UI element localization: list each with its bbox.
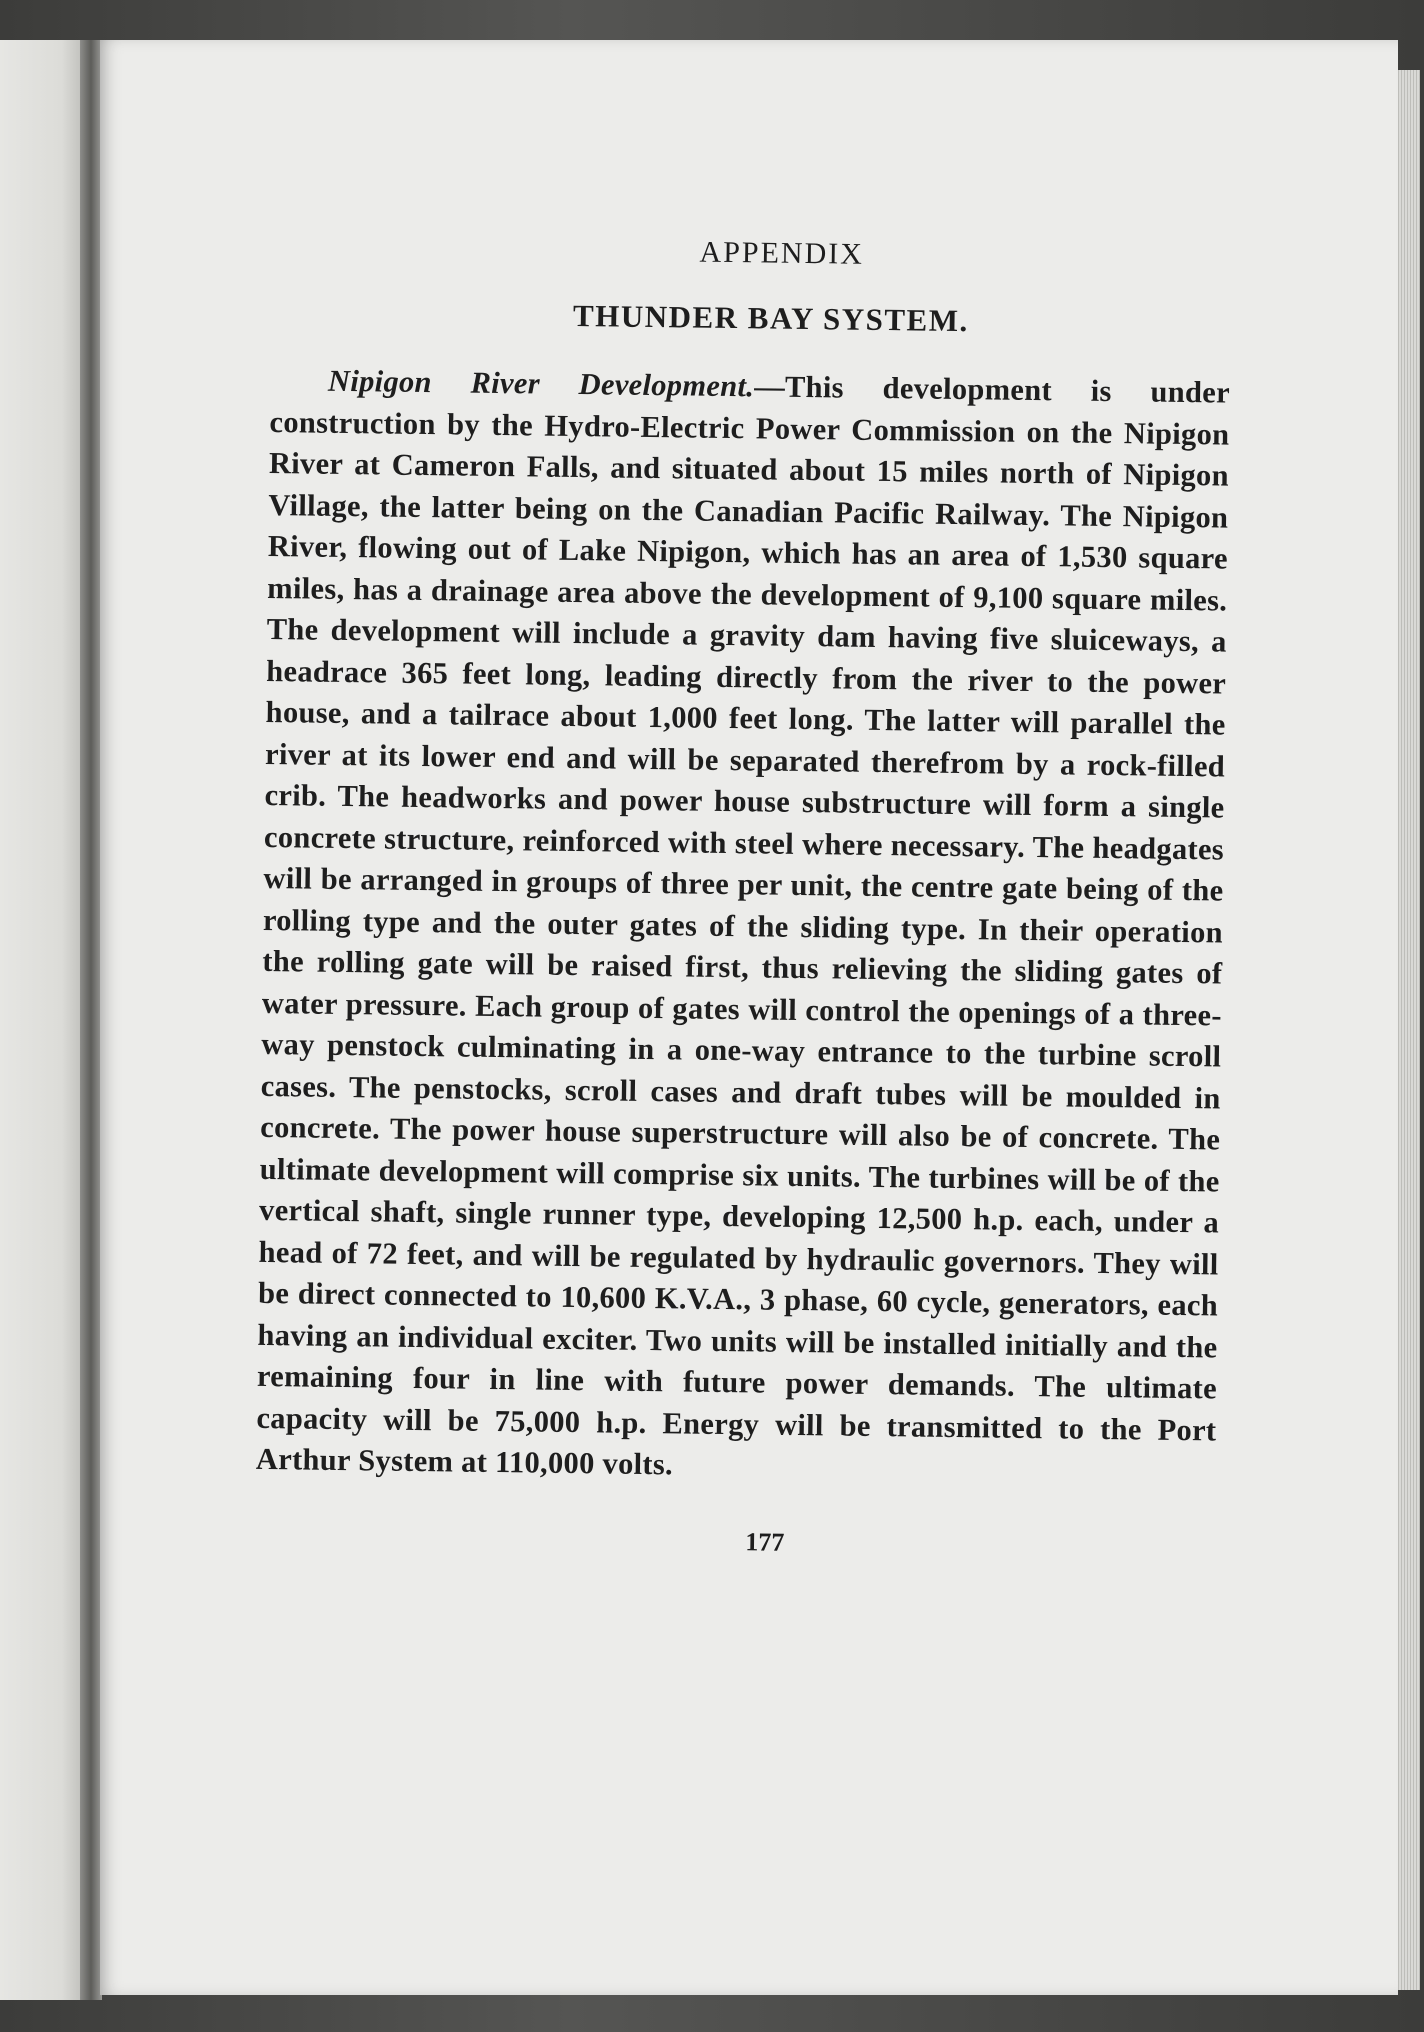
body-paragraph [256, 360, 1231, 1493]
book-gutter [80, 40, 102, 2000]
facing-page-edge [0, 40, 88, 2000]
page-stack-edge [1396, 70, 1420, 1990]
paragraph-lead-in: Nipigon River Development. [327, 363, 755, 404]
page-content [255, 230, 1232, 1563]
section-title: THUNDER BAY SYSTEM. [572, 297, 969, 339]
appendix-heading: APPENDIX [699, 235, 865, 271]
page-number: 177 [745, 1526, 785, 1557]
paragraph-text: —This development is under construction by the Hydro-Electric Power Commission on the Nipigon River at Cameron Falls, and situated about 15 miles north of Nipigon Village, the latter being on the Canadian Pacific Railway. The Nipigon River, flowing out of Lake Nipigon, which has an area of 1,530 square miles, has a drainage area above the development of 9,100 square miles. The development will include a gravity dam having five sluiceways, a headrace 365 feet long, leading directly from the river to the power house, and a tailrace about 1,000 feet long. The latter will parallel the river at its lower end and will be separated therefrom by a rock-filled crib. The headworks and power house substructure will form a single concrete structure, reinforced with steel where necessary. The headgates will be arranged in groups of three per unit, the centre gate being of the rolling type and the outer gates of the sliding type. In their operation the rolling gate will be raised first, thus relieving the sliding gates of water pressure. Each group of gates will control the openings of a three-way penstock culminating in a one-way entrance to the turbine scroll cases. The penstocks, scroll cases and draft tubes will be moulded in concrete. The power house superstructure will also be of concrete. The ultimate development will comprise six units. The turbines will be of the vertical shaft, single runner type, developing 12,500 h.p. each, under a head of 72 feet, and will be regulated by hydraulic governors. They will be direct connected to 10,600 K.V.A., 3 phase, 60 cycle, generators, each having an individual exciter. Two units will be installed initially and the remaining four in line with future power demands. The ultimate capacity will be 75,000 h.p. Energy will be transmitted to the Port Arthur System at 110,000 volts. [255, 369, 1231, 1482]
book-page [100, 40, 1398, 1995]
